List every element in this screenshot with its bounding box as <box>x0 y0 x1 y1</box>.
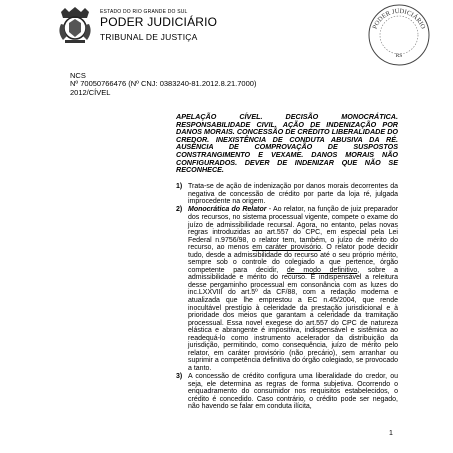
item-text: Trata-se de ação de indenização por danos morais decorrentes da negativa de concessão de crédito por parte da loja ré, julgada improcedente na origem. <box>188 183 398 206</box>
item-number: 2) <box>176 206 183 214</box>
item-number: 3) <box>176 373 183 381</box>
header-court-name: TRIBUNAL DE JUSTIÇA <box>100 32 198 42</box>
item-number: 1) <box>176 183 183 190</box>
numbered-items <box>176 183 398 412</box>
ementa-headnote: APELAÇÃO CÍVEL. DECISÃO MONOCRÁTICA. RESPONSABILIDADE CIVIL. AÇÃO DE INDENIZAÇÃO POR DANOS MORAIS. CONCESSÃO DE CRÉDITO LIBERALIDADE DO CREDOR. INEXISTÊNCIA DE CONDUTA ABUSIVA DA RÉ. AUSÊNCIA DE COMPROVAÇÃO DE SUSPOSTOS CONSTRANGIMENTO E VEXAME. DANOS MORAIS NÃO CONFIGURADOS. DEVER DE INDENIZAR QUE NÃO SE RECONHECE. <box>176 112 398 175</box>
case-class: 2012/CÍVEL <box>70 87 111 97</box>
item-heading: Monocrática do Relator <box>188 206 267 214</box>
header-state-line: ESTADO DO RIO GRANDE DO SUL <box>100 9 188 15</box>
header-court-branch: PODER JUDICIÁRIO <box>100 15 218 29</box>
list-item <box>176 183 398 206</box>
item-text: A concessão de crédito configura uma liberalidade do credor, ou seja, ele determina as regras de forma subjetiva. Ocorrendo o enquadramento do consumidor nos requisitos estabelecidos, o crédito é concedido. Caso contrário, o crédito pode ser negado, não havendo se falar em conduta ilícita, <box>188 373 398 411</box>
item-text: Monocrática do Relator - Ao relator, na função de juiz preparador dos recursos, no sistema processual vigente, compete o exame do juízo de admissibilidade recursal. Agora, no entanto, pelas novas regras introduzidas ao art.557 do CPC, em especial pela Lei Federal n.9756/98, o relator tem, também, o juízo de mérito do recurso, ao menos em caráter provisório. O relator pode decidir tudo, desde a admissibilidade do recurso até o seu próprio mérito, sempre sob o controle do colegiado a que pertence, órgão competente para decidir, de modo definitivo, sobre a admissibilidade e mérito do recurso. É indispensável a releitura desse pergaminho processual em consonância com as luzes do inc.LXXVIII do art.5º da CF/88, com a redação moderna e atualizada que lhe emprestou a EC n.45/2004, que rende inocultável prestígio à celeridade da prestação jurisdicional e à prioridade dos meios que garantam a celeridade da tramitação processual. Essa novel exegese do art.557 do CPC de natureza elástica e abrangente é impositiva, indispensável e sistêmica ao readequá-lo como instrumento acelerador da distribuição da jurisdição, permitindo, como consequência, juízo de mérito pelo relator, em caráter provisório (não precário), sem arranhar ou suprimir a competência definitiva do órgão colegiado, se provocado a tanto. <box>188 206 399 372</box>
case-number: Nº 70050766476 (Nº CNJ: 0383240-81.2012.8.21.7000) <box>70 79 257 89</box>
svg-text:PODER JUDICIÁRIO: PODER JUDICIÁRIO <box>371 7 427 31</box>
court-seal-stamp <box>366 2 432 68</box>
coat-of-arms-icon <box>55 6 95 46</box>
case-identifiers <box>70 72 256 97</box>
svg-text:RS: RS <box>395 53 403 59</box>
list-item <box>176 206 398 372</box>
list-item <box>176 373 398 411</box>
page-number: 1 <box>389 430 393 437</box>
case-initials: NCS <box>70 71 86 80</box>
